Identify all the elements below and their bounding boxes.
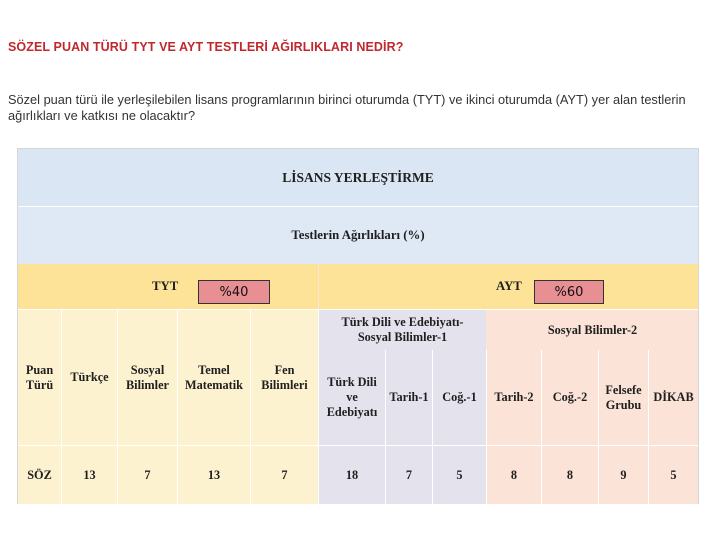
column-header-label: Bilimler bbox=[125, 377, 170, 392]
column-header bbox=[542, 350, 599, 445]
column-header-label: Temel bbox=[198, 362, 230, 377]
group1-line2: Sosyal Bilimler-1 bbox=[357, 330, 448, 344]
value-cell: 13 bbox=[178, 446, 251, 504]
column-header-label: Türk Dili bbox=[327, 375, 377, 389]
column-header-label: Tarih-2 bbox=[494, 390, 534, 404]
column-header bbox=[487, 350, 542, 445]
column-header-label: Tarih-1 bbox=[389, 390, 429, 404]
column-header-label: Grubu bbox=[605, 397, 642, 412]
value-cell: 13 bbox=[62, 446, 118, 504]
value-cell: 7 bbox=[118, 446, 178, 504]
column-header bbox=[649, 350, 698, 445]
group2-header: Sosyal Bilimler-2 bbox=[487, 310, 698, 350]
row-label-cell: SÖZ bbox=[18, 446, 62, 504]
column-header bbox=[386, 350, 433, 445]
column-header bbox=[319, 350, 386, 445]
column-header bbox=[433, 350, 487, 445]
weights-table bbox=[17, 148, 699, 504]
value-cell: 8 bbox=[542, 446, 599, 504]
row-header-cell bbox=[18, 310, 62, 445]
column-header-label: Matematik bbox=[184, 377, 244, 392]
column-header-label: Coğ.-2 bbox=[552, 390, 588, 404]
column-header-label: Edebiyatı bbox=[326, 405, 378, 419]
value-cell: 5 bbox=[433, 446, 487, 504]
column-header bbox=[178, 310, 251, 445]
ayt-weight-badge: %60 bbox=[534, 280, 604, 304]
column-header-label: DİKAB bbox=[653, 390, 694, 404]
value-cell: 8 bbox=[487, 446, 542, 504]
column-header-label: ve bbox=[346, 390, 358, 404]
column-header-label: Fen bbox=[274, 362, 295, 377]
column-header bbox=[599, 350, 649, 445]
value-cell: 18 bbox=[319, 446, 386, 504]
column-header-label: Sosyal bbox=[130, 362, 165, 377]
value-cell: 5 bbox=[649, 446, 698, 504]
value-cell: 9 bbox=[599, 446, 649, 504]
column-header-label: Felsefe bbox=[605, 382, 642, 397]
page-title: SÖZEL PUAN TÜRÜ TYT VE AYT TESTLERİ AĞIRLIKLARI NEDİR? bbox=[8, 40, 404, 54]
column-header bbox=[251, 310, 319, 445]
column-header-label: Türkçe bbox=[70, 370, 109, 384]
column-header-label: Coğ.-1 bbox=[442, 390, 477, 404]
row-header-label: Puan bbox=[25, 362, 54, 377]
table-heading: LİSANS YERLEŞTİRME bbox=[18, 149, 698, 207]
tyt-section bbox=[18, 264, 318, 309]
ayt-section bbox=[319, 264, 698, 309]
tyt-label: TYT bbox=[152, 279, 179, 293]
ayt-label: AYT bbox=[496, 279, 522, 293]
column-header bbox=[62, 310, 118, 445]
row-header-label: Türü bbox=[25, 377, 54, 392]
group1-line1: Türk Dili ve Edebiyatı- bbox=[341, 315, 464, 329]
group1-header bbox=[319, 310, 486, 350]
tyt-weight-badge: %40 bbox=[198, 280, 270, 304]
value-cell: 7 bbox=[386, 446, 433, 504]
description-text: Sözel puan türü ile yerleşilebilen lisans programlarının birinci oturumda (TYT) ve ikinci oturumda (AYT) yer alan testlerin ağırlıkları ve katkısı ne olacaktır? bbox=[8, 92, 686, 123]
value-cell: 7 bbox=[251, 446, 319, 504]
column-header bbox=[118, 310, 178, 445]
table-subheading: Testlerin Ağırlıkları (%) bbox=[18, 207, 698, 264]
column-header-label: Bilimleri bbox=[261, 377, 308, 392]
